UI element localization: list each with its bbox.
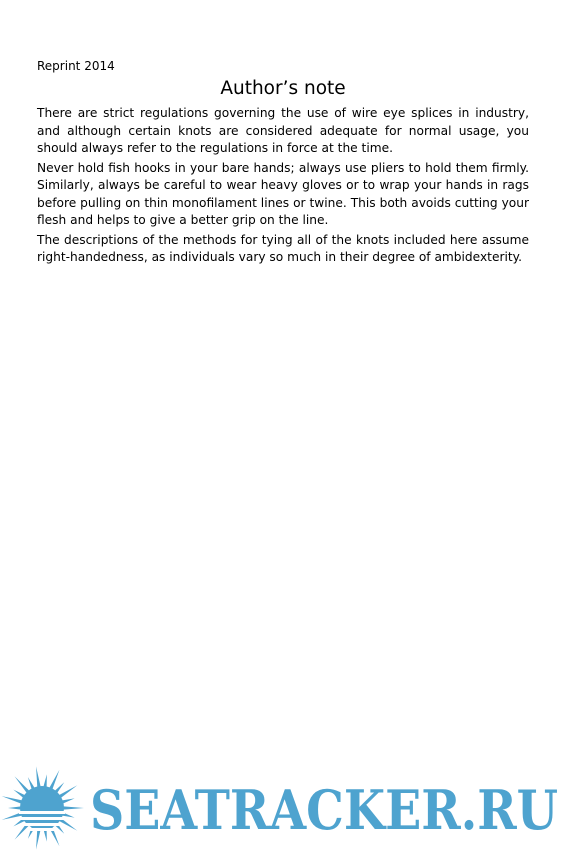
- sun-ray: [8, 806, 22, 810]
- sun-ray: [62, 806, 84, 810]
- page-title: Author’s note: [220, 78, 346, 99]
- site-watermark: [0, 765, 566, 850]
- sun-icon: [2, 766, 84, 849]
- watermark-graphic: [0, 765, 566, 850]
- sun-ray: [49, 770, 60, 791]
- watermark-text: SEATRACKER.RU: [90, 778, 558, 842]
- sun-ray: [2, 796, 24, 804]
- sun-ray: [36, 766, 41, 788]
- body-text: [37, 105, 529, 269]
- paragraph-fish-hooks: Never hold fish hooks in your bare hands; always use pliers to hold them firmly. Similarly, always be careful to wear heavy gloves or to wrap your hands in rags before pulling on thin monofilament lines or twine. This both avoids cutting your flesh and helps to give a better grip on the line.: [37, 160, 529, 227]
- paragraph-regulations: There are strict regulations governing the use of wire eye splices in industry, and although certain knots are considered adequate for normal usage, you should always refer to the regulations in force at the time.: [37, 106, 529, 155]
- paragraph-handedness: The descriptions of the methods for tying all of the knots included here assume right-handedness, as individuals vary so much in their degree of ambidexterity.: [37, 232, 529, 264]
- reprint-line: Reprint 2014: [37, 59, 115, 73]
